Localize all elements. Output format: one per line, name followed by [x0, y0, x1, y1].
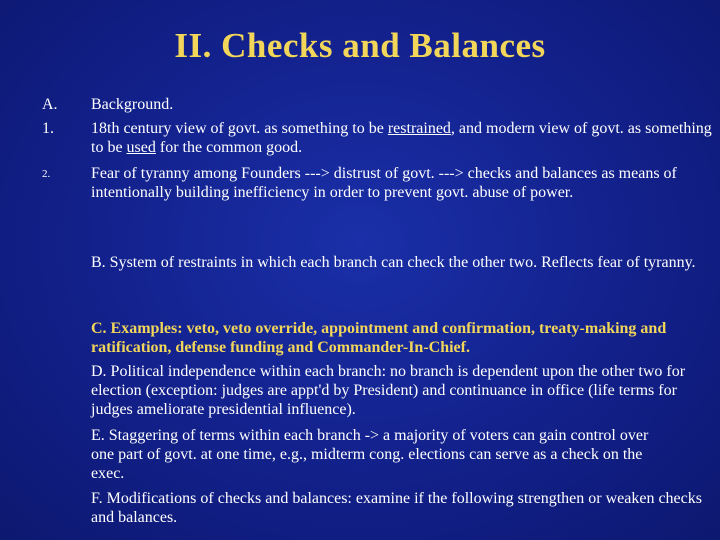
point-1-text — [91, 119, 715, 157]
slide-title: II. Checks and Balances — [174, 26, 546, 65]
section-d-text: D. Political independence within each branch: no branch is dependent upon the other two for election (exception: judges are appt'd by President) and continuance in office (life terms for judges ameliorate presidential influence). — [91, 363, 686, 418]
section-e-text: E. Staggering of terms within each branch -> a majority of voters can gain control over one part of govt. at one time, e.g., midterm cong. elections can serve as a check on the exec. — [91, 427, 649, 482]
point-1-pre: 18th century view of govt. as something to be — [91, 120, 388, 137]
list-marker-a: A. — [42, 96, 58, 113]
list-marker-2: 2. — [42, 168, 51, 180]
used-underline: used — [126, 139, 156, 156]
section-f-text: F. Modifications of checks and balances: examine if the following strengthen or weaken checks and balances. — [91, 490, 702, 526]
point-1-post: for the common good. — [155, 139, 303, 156]
list-marker-1: 1. — [42, 120, 54, 137]
point-2-text: Fear of tyranny among Founders ---> distrust of govt. ---> checks and balances as means of intentionally building inefficiency in order to prevent govt. abuse of power. — [91, 165, 677, 201]
section-c-text: C. Examples: veto, veto override, appointment and confirmation, treaty-making and ratification, defense funding and Commander-In-Chief. — [91, 320, 667, 356]
point-1-mid: , and modern view of govt. as something to be — [91, 120, 712, 156]
background-heading: Background. — [91, 96, 174, 113]
restrained-underline: restrained — [387, 120, 451, 137]
section-b-text: B. System of restraints in which each branch can check the other two. Reflects fear of tyranny. — [91, 254, 696, 271]
